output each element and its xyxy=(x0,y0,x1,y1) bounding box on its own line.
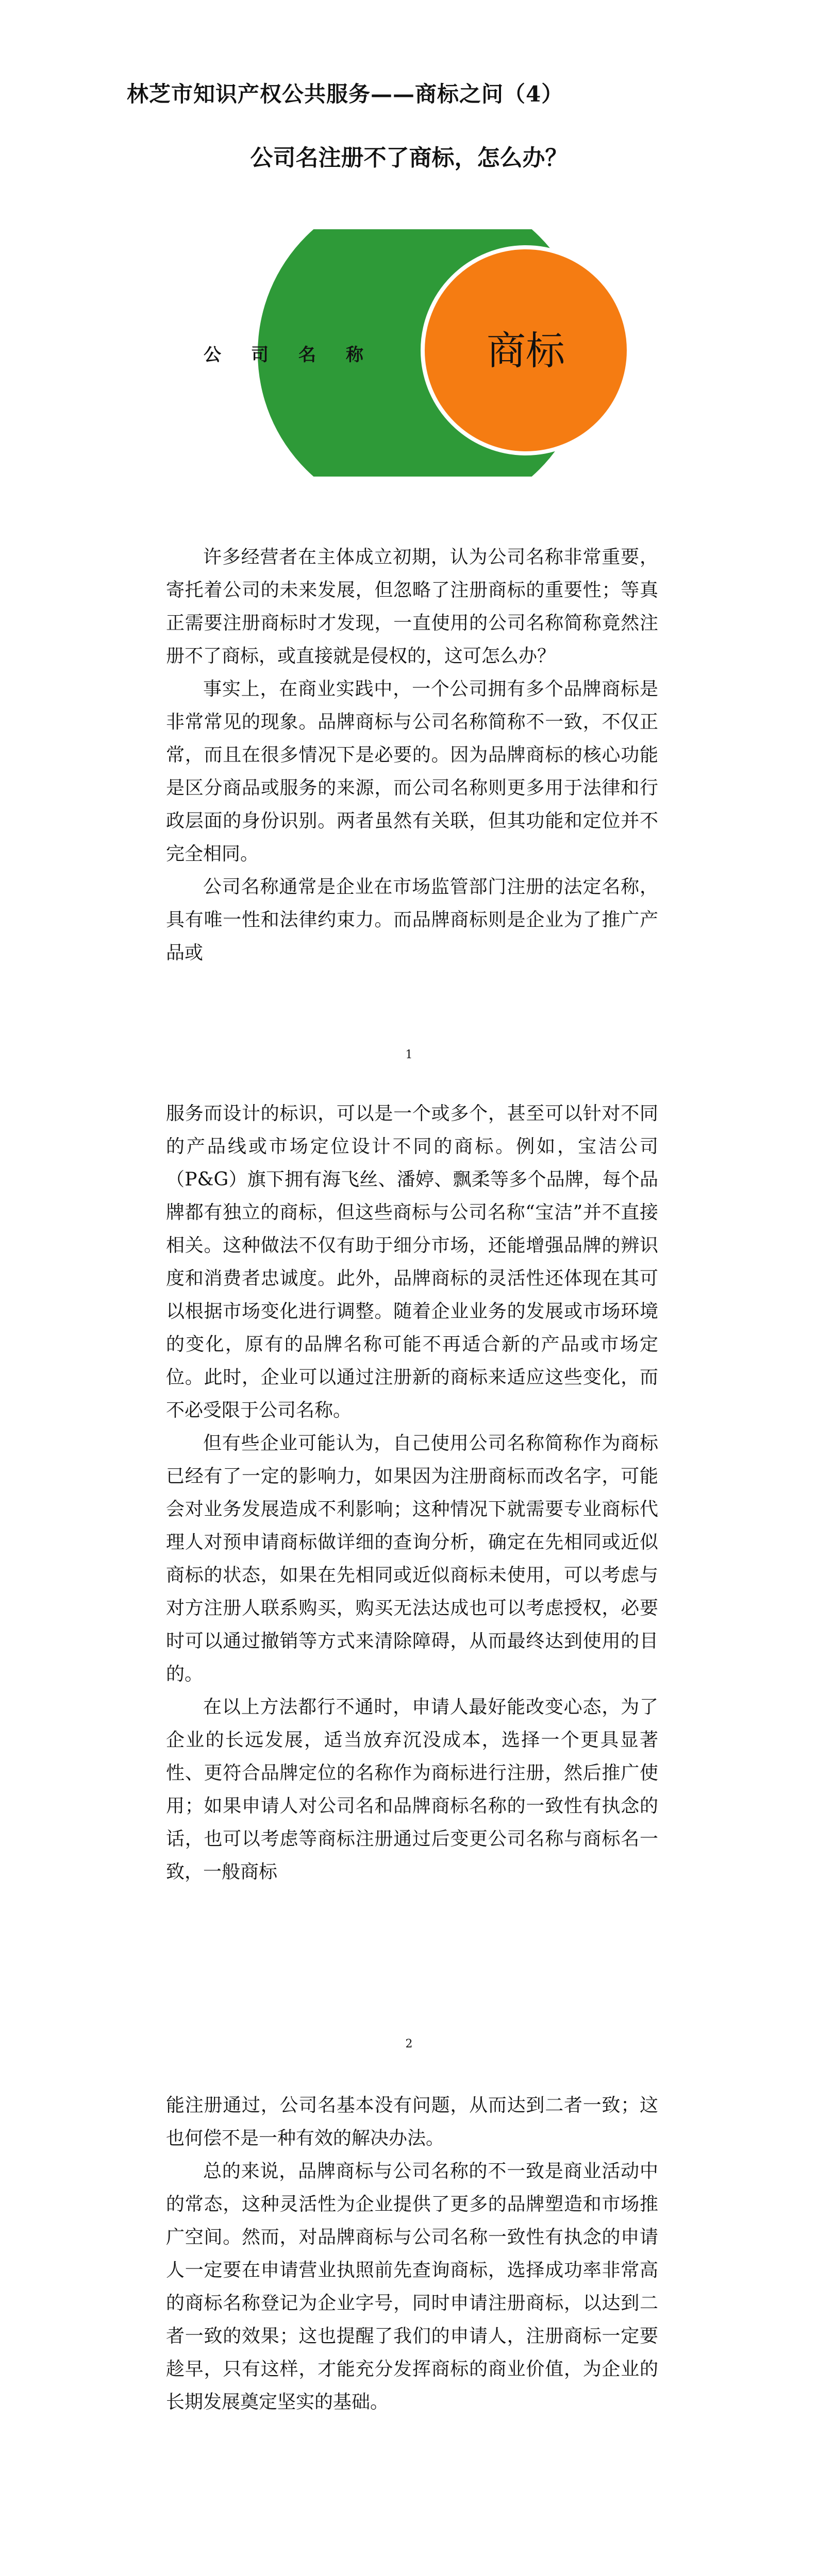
page1-body xyxy=(166,541,658,970)
company-name-char: 称 xyxy=(346,345,363,365)
page-number: 2 xyxy=(405,2038,413,2050)
trademark-label: 商标 xyxy=(487,328,565,374)
paragraph: 事实上，在商业实践中，一个公司拥有多个品牌商标是非常常见的现象。品牌商标与公司名称简称不一致，不仅正常，而且在很多情况下是必要的。因为品牌商标的核心功能是区分商品或服务的来源，而公司名称则更多用于法律和行政层面的身份识别。两者虽然有关联，但其功能和定位并不完全相同。 xyxy=(166,679,658,865)
company-name-label xyxy=(204,341,363,366)
page-number: 1 xyxy=(405,1048,413,1061)
page3-body xyxy=(166,2089,658,2419)
company-name-char: 公 xyxy=(204,345,221,365)
paragraph: 总的来说，品牌商标与公司名称的不一致是商业活动中的常态，这种灵活性为企业提供了更多的品牌塑造和市场推广空间。然而，对品牌商标与公司名称一致性有执念的申请人一定要在申请营业执照前先查询商标，选择成功率非常高的商标名称登记为企业字号，同时申请注册商标，以达到二者一致的效果；这也提醒了我们的申请人，注册商标一定要趁早，只有这样，才能充分发挥商标的商业价值，为企业的长期发展奠定坚实的基础。 xyxy=(166,2161,658,2413)
paragraph: 许多经营者在主体成立初期，认为公司名称非常重要，寄托着公司的未来发展，但忽略了注册商标的重要性；等真正需要注册商标时才发现，一直使用的公司名称简称竟然注册不了商标，或直接就是侵权的，这可怎么办？ xyxy=(166,547,658,667)
header-title: 林芝市知识产权公共服务——商标之问（4） xyxy=(127,81,564,107)
paragraph: 公司名称通常是企业在市场监管部门注册的法定名称，具有唯一性和法律约束力。而品牌商标则是企业为了推广产品或 xyxy=(166,876,658,963)
company-name-char: 司 xyxy=(251,345,269,365)
document-title: 公司名注册不了商标，怎么办？ xyxy=(250,145,568,171)
paragraph: 能注册通过，公司名基本没有问题，从而达到二者一致；这也何偿不是一种有效的解决办法。 xyxy=(166,2095,658,2149)
page2-body xyxy=(166,1097,658,1889)
paragraph: 服务而设计的标识，可以是一个或多个，甚至可以针对不同的产品线或市场定位设计不同的商标。例如，宝洁公司（P&G）旗下拥有海飞丝、潘婷、飘柔等多个品牌，每个品牌都有独立的商标，但这些商标与公司名称“宝洁”并不直接相关。这种做法不仅有助于细分市场，还能增强品牌的辨识度和消费者忠诚度。此外，品牌商标的灵活性还体现在其可以根据市场变化进行调整。随着企业业务的发展或市场环境的变化，原有的品牌名称可能不再适合新的产品或市场定位。此时，企业可以通过注册新的商标来适应这些变化，而不必受限于公司名称。 xyxy=(166,1103,658,1421)
paragraph: 但有些企业可能认为，自己使用公司名称简称作为商标已经有了一定的影响力，如果因为注册商标而改名字，可能会对业务发展造成不利影响；这种情况下就需要专业商标代理人对预申请商标做详细的查询分析，确定在先相同或近似商标的状态，如果在先相同或近似商标未使用，可以考虑与对方注册人联系购买，购买无法达成也可以考虑授权，必要时可以通过撤销等方式来清除障碍，从而最终达到使用的目的。 xyxy=(166,1433,658,1685)
company-name-char: 名 xyxy=(298,345,316,365)
paragraph: 在以上方法都行不通时，申请人最好能改变心态，为了企业的长远发展，适当放弃沉没成本，选择一个更具显著性、更符合品牌定位的名称作为商标进行注册，然后推广使用；如果申请人对公司名和品牌商标名称的一致性有执念的话，也可以考虑等商标注册通过后变更公司名称与商标名一致，一般商标 xyxy=(166,1697,658,1883)
banner-image xyxy=(165,229,696,477)
